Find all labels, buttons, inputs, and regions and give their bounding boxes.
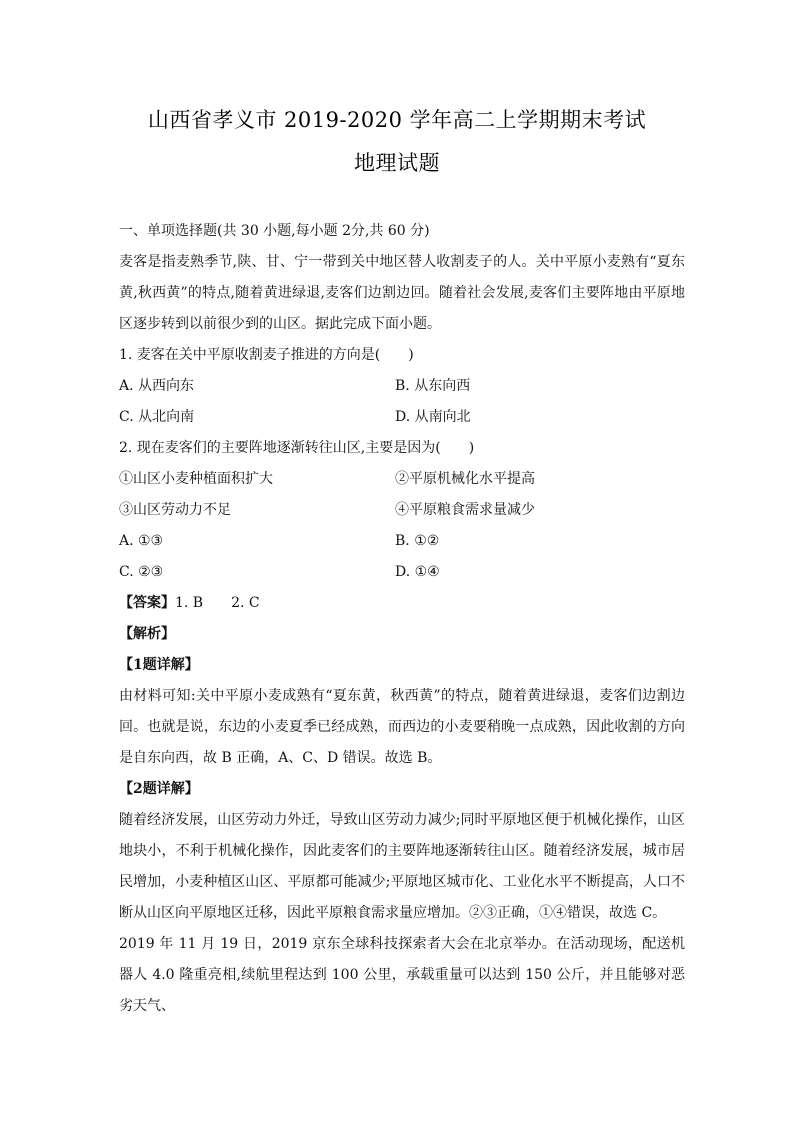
answer-text: 1. B 2. C bbox=[175, 595, 260, 611]
q1-analysis-label: 【1题详解】 bbox=[119, 657, 199, 673]
question-passage: 麦客是指麦熟季节,陕、甘、宁一带到关中地区替人收割麦子的人。关中平原小麦熟有“夏东黄,秋西黄”的特点,随着黄进绿退,麦客们边割边回。随着社会发展,麦客们主要阵地由平原地区逐步转到以前很少到的山区。据此完成下面小题。 bbox=[119, 254, 685, 332]
statement-3: ③山区劳动力不足 bbox=[119, 502, 231, 518]
option-a: A. 从西向东 bbox=[119, 378, 195, 394]
q2-analysis-text: 随着经济发展，山区劳动力外迁，导致山区劳动力减少;同时平原地区便于机械化操作，山区地块小，不利于机械化操作，因此麦客们的主要阵地逐渐转往山区。随着经济发展，城市居民增加，小麦种植区山区、平原都可能减少;平原地区城市化、工业化水平不断提高，人口不断从山区向平原地区迁移，因此平原粮食需求量应增加。②③正确，①④错误，故选 C。 bbox=[119, 812, 685, 921]
section-heading: 一、单项选择题(共 30 小题,每小题 2分,共 60 分) bbox=[119, 223, 430, 239]
option-c: C. 从北向南 bbox=[119, 409, 195, 425]
option-d: D. 从南向北 bbox=[395, 409, 471, 425]
option-a: A. ①③ bbox=[119, 533, 164, 549]
question-2-options-row bbox=[119, 526, 685, 557]
document-subtitle: 地理试题 bbox=[354, 151, 440, 175]
q1-analysis-text: 由材料可知:关中平原小麦成熟有“夏东黄，秋西黄”的特点，随着黄进绿退，麦客们边割边回。也就是说，东边的小麦夏季已经成熟，而西边的小麦要稍晚一点成熟，因此收割的方向是自东向西，故 B 正确，A、C、D 错误。故选 B。 bbox=[119, 688, 685, 766]
question-2-options-row bbox=[119, 557, 685, 588]
question-1-options-row bbox=[119, 402, 685, 433]
option-d: D. ①④ bbox=[395, 564, 440, 580]
question-1-stem: 1. 麦客在关中平原收割麦子推进的方向是( ) bbox=[119, 347, 414, 363]
option-b: B. 从东向西 bbox=[395, 378, 471, 394]
document-title: 山西省孝义市 2019-2020 学年高二上学期期末考试 bbox=[147, 108, 647, 132]
option-b: B. ①② bbox=[395, 533, 440, 549]
option-c: C. ②③ bbox=[119, 564, 164, 580]
q2-analysis-label: 【2题详解】 bbox=[119, 781, 199, 797]
answer-label: 【答案】 bbox=[119, 595, 175, 611]
next-passage: 2019 年 11 月 19 日，2019 京东全球科技探索者大会在北京举办。在活动现场，配送机器人 4.0 隆重亮相,续航里程达到 100 公里，承载重量可以达到 150 公斤，并且能够对恶劣天气、 bbox=[119, 936, 685, 1014]
question-1-options-row bbox=[119, 371, 685, 402]
statement-4: ④平原粮食需求量减少 bbox=[395, 502, 535, 518]
statement-1: ①山区小麦种植面积扩大 bbox=[119, 471, 273, 487]
document-body bbox=[119, 216, 685, 1022]
statement-2: ②平原机械化水平提高 bbox=[395, 471, 535, 487]
question-2-statements-row bbox=[119, 464, 685, 495]
question-2-stem: 2. 现在麦客们的主要阵地逐渐转往山区,主要是因为( ) bbox=[119, 440, 475, 456]
answer-line bbox=[119, 588, 685, 619]
analysis-label: 【解析】 bbox=[119, 626, 175, 642]
question-2-statements-row bbox=[119, 495, 685, 526]
